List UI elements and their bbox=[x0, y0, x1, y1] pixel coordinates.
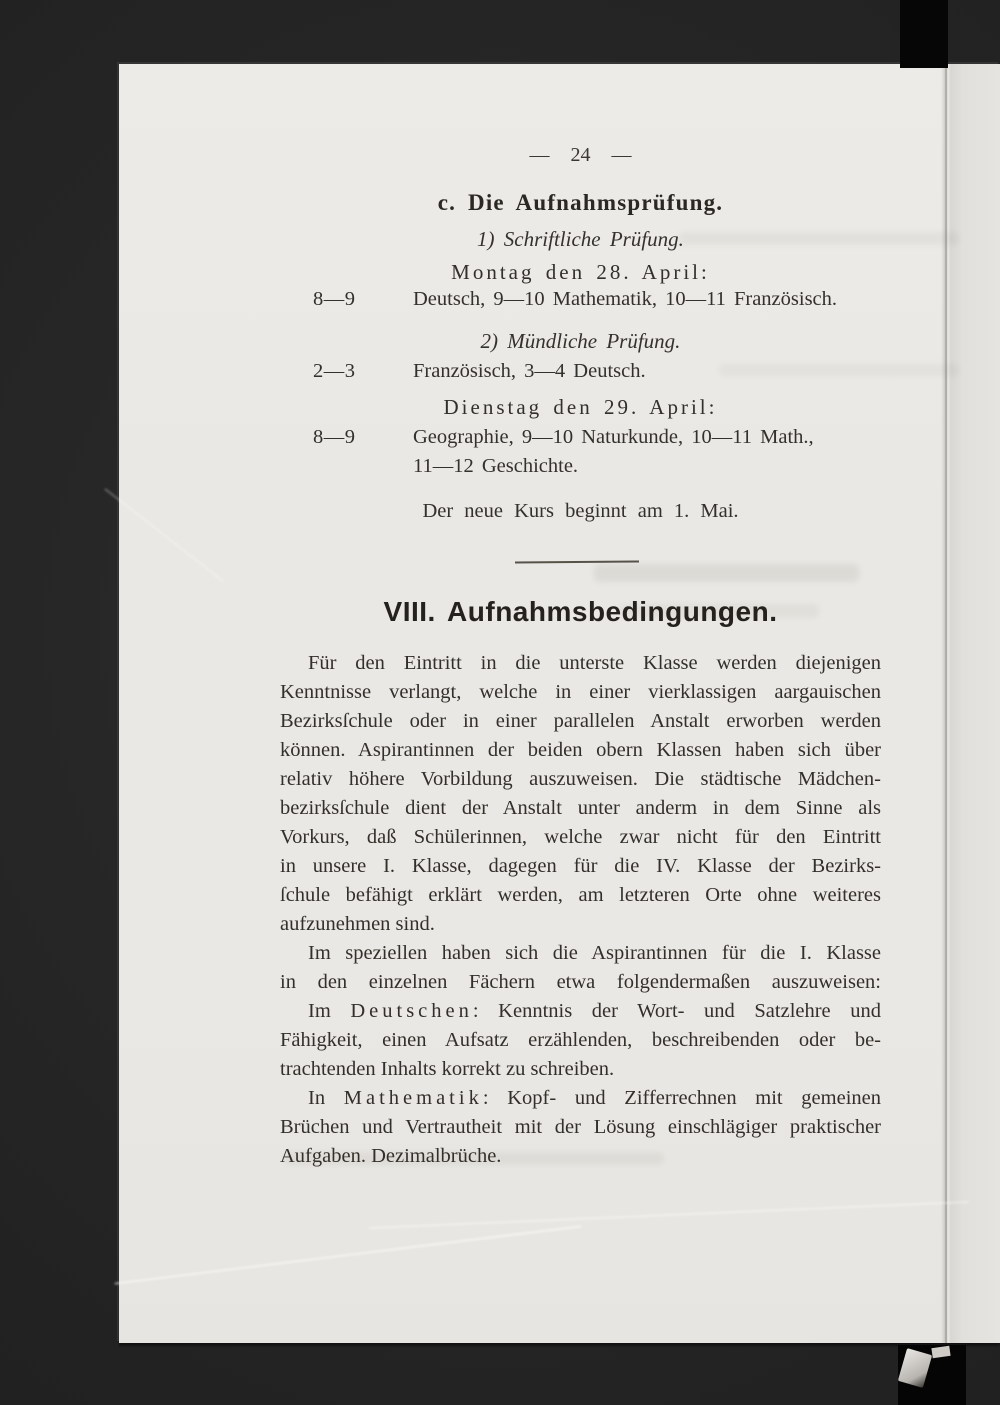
body-text-line: in den einzelnen Fächern etwa folgendermaßen auszuweisen: bbox=[280, 971, 881, 993]
oral-exam-subtitle: 2) Mündliche Prüfung. bbox=[480, 329, 681, 353]
binding-crease bbox=[941, 64, 951, 1343]
body-text-line: Bezirksſchule oder in einer parallelen Anstalt erworben werden bbox=[280, 710, 881, 732]
body-text-line: in unsere I. Klasse, dagegen für die IV. Klasse der Bezirks- bbox=[280, 855, 881, 877]
paper-fold-streak bbox=[104, 488, 223, 582]
page-paper bbox=[119, 64, 1000, 1343]
curled-page-corner bbox=[898, 1348, 932, 1388]
body-text-line: Im speziellen haben sich die Aspirantinnen für die I. Klasse bbox=[308, 942, 881, 964]
schedule-time: 8—9 bbox=[313, 288, 356, 310]
schedule-subjects: Deutsch, 9—10 Mathematik, 10—11 Französisch. bbox=[413, 288, 838, 310]
schedule-time: 8—9 bbox=[313, 426, 356, 448]
body-text-line: Kenntnisse verlangt, welche in einer vierklassigen aargauischen bbox=[280, 681, 881, 703]
written-exam-subtitle: 1) Schriftliche Prüfung. bbox=[477, 227, 684, 251]
course-start-note: Der neue Kurs beginnt am 1. Mai. bbox=[422, 500, 739, 522]
adjacent-page-edge bbox=[947, 64, 1000, 1343]
body-text-line: Brüchen und Vertrautheit mit der Lösung einschlägiger praktischer bbox=[280, 1116, 881, 1138]
schedule-row bbox=[313, 360, 883, 383]
body-text-line bbox=[280, 997, 881, 1026]
section-viii-title: VIII. Aufnahmsbedingungen. bbox=[383, 596, 778, 627]
body-lines bbox=[280, 649, 881, 1171]
schedule-subjects: Geographie, 9—10 Naturkunde, 10—11 Math., bbox=[413, 426, 814, 448]
schedule-time: 2—3 bbox=[313, 360, 356, 382]
schedule-row-continuation: 11—12 Geschichte. bbox=[413, 455, 579, 477]
letterspaced-word: Mathematik bbox=[343, 1087, 483, 1109]
text-part: Im bbox=[308, 1000, 351, 1022]
body-text-line: bezirksſchule dient der Anstalt unter anderm in dem Sinne als bbox=[280, 797, 881, 819]
section-c-title: c. Die Aufnahmsprüfung. bbox=[437, 190, 724, 215]
black-margin-top bbox=[900, 0, 948, 68]
body-text-line: trachtenden Inhalts korrekt zu schreiben. bbox=[280, 1058, 615, 1080]
body-text-line bbox=[280, 1084, 881, 1113]
body-text-line: Aufgaben. Dezimalbrüche. bbox=[280, 1145, 502, 1167]
schedule-subjects: Französisch, 3—4 Deutsch. bbox=[413, 360, 646, 382]
text-column bbox=[280, 64, 881, 1343]
body-text-line: Fähigkeit, einen Aufsatz erzählenden, beschreibenden oder be- bbox=[280, 1029, 881, 1051]
page-number: — 24 — bbox=[529, 144, 632, 166]
section-divider-rule bbox=[515, 560, 639, 563]
text-part: : Kopf- und Zifferrechnen mit gemeinen bbox=[482, 1087, 881, 1109]
body-text-line: Für den Eintritt in die unterste Klasse werden diejenigen bbox=[308, 652, 881, 674]
text-part: : Kenntnis der Wort- und Satzlehre und bbox=[472, 1000, 881, 1022]
body-text-line: können. Aspirantinnen der beiden obern Klassen haben sich über bbox=[280, 739, 881, 761]
body-text-line: relativ höhere Vorbildung auszuweisen. Die städtische Mädchen- bbox=[280, 768, 881, 790]
text-part: In bbox=[308, 1087, 344, 1109]
paper-sliver bbox=[931, 1346, 950, 1358]
schedule-row bbox=[313, 288, 883, 311]
monday-date-line: Montag den 28. April: bbox=[451, 260, 710, 284]
letterspaced-word: Deutschen bbox=[350, 1000, 473, 1022]
body-text-line: Vorkurs, daß Schülerinnen, welche zwar nicht für den Eintritt bbox=[280, 826, 881, 848]
body-text-line: aufzunehmen sind. bbox=[280, 913, 435, 935]
tuesday-date-line: Dienstag den 29. April: bbox=[443, 395, 718, 419]
black-margin-bottom bbox=[898, 1345, 966, 1405]
body-text-line: ſchule befähigt erklärt werden, am letzteren Orte ohne weiteres bbox=[280, 884, 881, 906]
schedule-row bbox=[313, 426, 883, 449]
